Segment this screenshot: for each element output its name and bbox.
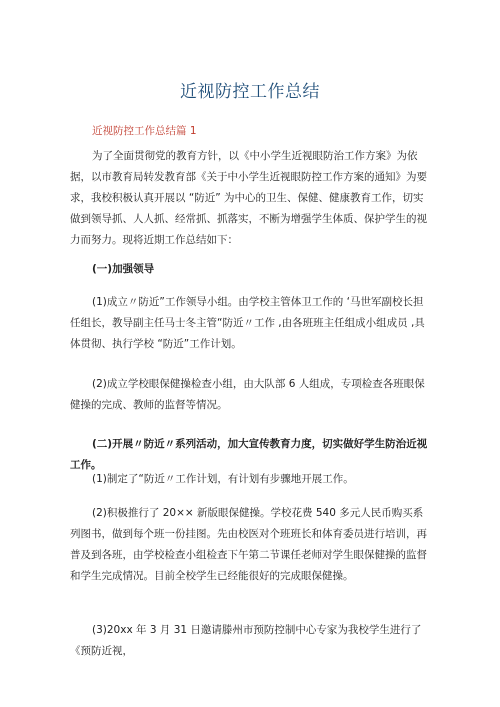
- paragraph-leadership-group: (1)成立〃防近”工作领导小组。由学校主管体卫工作的 ‘马世军副校长担任组长，教导副主任马士冬主管“防近〃工作 ,由各班班主任组成小组成员 ,具体贯彻、执行学校 “防近”工作计划。: [70, 296, 425, 350]
- paragraph-work-plan: (1)制定了“防近〃工作计划，有计划有步骤地开展工作。: [92, 473, 354, 485]
- paragraph-expert-visit: (3)20xx 年 3 月 31 日邀请滕州市预防控制中心专家为我校学生进行了《预防近视，: [70, 624, 422, 657]
- heading-strengthen-leadership: (一)加强领导: [92, 263, 155, 275]
- intro-paragraph: 为了全面贯彻党的教育方针，以《中小学生近视眼防治工作方案》为依据，以市教育局转发教育部《关于中小学生近视眼防控工作方案的通知》为要求，我校积极认真开展以 “防近” 为中心的卫生、保健、健康教育工作，切实做到领导抓、人人抓、经常抓、抓落实，不断为增强学生体质、保护学生的视力而努力。现将近期工作总结如下：: [70, 150, 427, 246]
- heading-activities: (二)开展〃防近〃系列活动，加大宣传教育力度，切实做好学生防治近视工作。: [70, 438, 428, 471]
- paragraph-eye-exercise-promotion: (2)积极推行了 20×× 新版眼保健操。学校花费 540 多元人民币购买系列图书，做到每个班一份挂图。先由校医对个班班长和体育委员进行培训，再普及到各班，由学校检查小组检查下午第二节课任老师对学生眼保健操的监督和学生完成情况。目前全校学生已经能很好的完成眼保健操。: [70, 507, 427, 582]
- section-label: 近视防控工作总结篇 1: [92, 125, 197, 137]
- paragraph-eye-exercise-group: (2)成立学校眼保健操检查小组，由大队部 6 人组成，专项检查各班眼保健操的完成、教师的监督等情况。: [70, 378, 425, 411]
- document-title: 近视防控工作总结: [180, 82, 320, 102]
